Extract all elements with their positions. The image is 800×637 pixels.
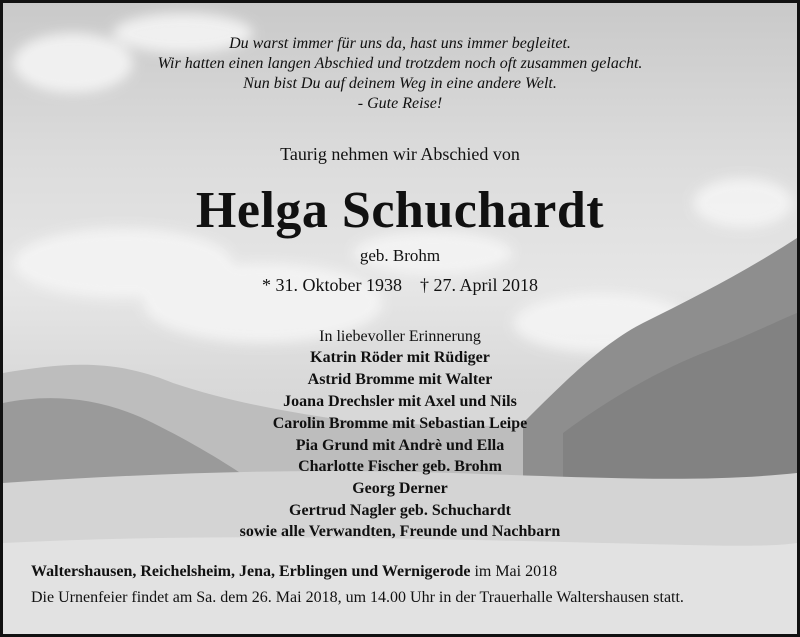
mourner-line: sowie alle Verwandten, Freunde und Nachbarn — [239, 523, 561, 540]
mourner-line: Astrid Bromme mit Walter — [307, 371, 493, 388]
mourner-line: Gertrud Nagler geb. Schuchardt — [289, 502, 511, 519]
life-dates — [3, 275, 797, 296]
mourner-line: Carolin Bromme mit Sebastian Leipe — [272, 415, 528, 432]
intro-text: Taurig nehmen wir Abschied von — [280, 144, 520, 164]
place-towns: Waltershausen, Reichelsheim, Jena, Erblingen und Wernigerode — [31, 563, 471, 580]
mourner-line: Katrin Röder mit Rüdiger — [310, 349, 490, 366]
mourner-line: Charlotte Fischer geb. Brohm — [298, 458, 502, 475]
memorial-intro: In liebevoller Erinnerung — [319, 328, 481, 345]
deceased-name: Helga Schuchardt — [195, 182, 605, 239]
mourner-line: Pia Grund mit Andrè und Ella — [295, 437, 505, 454]
poem-line: - Gute Reise! — [357, 95, 443, 112]
place-and-date — [31, 563, 557, 581]
birth-date: * 31. Oktober 1938 — [262, 275, 402, 295]
mourner-line: Joana Drechsler mit Axel und Nils — [283, 393, 517, 410]
birth-name: geb. Brohm — [359, 246, 441, 265]
poem-line: Du warst immer für uns da, hast uns immer begleitet. — [229, 35, 571, 52]
mourner-line: Georg Derner — [352, 480, 448, 497]
place-date: im Mai 2018 — [474, 563, 558, 580]
funeral-service-info: Die Urnenfeier findet am Sa. dem 26. Mai 2018, um 14.00 Uhr in der Trauerhalle Waltershausen statt. — [31, 589, 684, 606]
death-date: † 27. April 2018 — [419, 275, 538, 295]
poem-line: Wir hatten einen langen Abschied und trotzdem noch oft zusammen gelacht. — [157, 55, 643, 72]
poem-line: Nun bist Du auf deinem Weg in eine andere Welt. — [243, 75, 557, 92]
obituary-content — [3, 3, 797, 634]
